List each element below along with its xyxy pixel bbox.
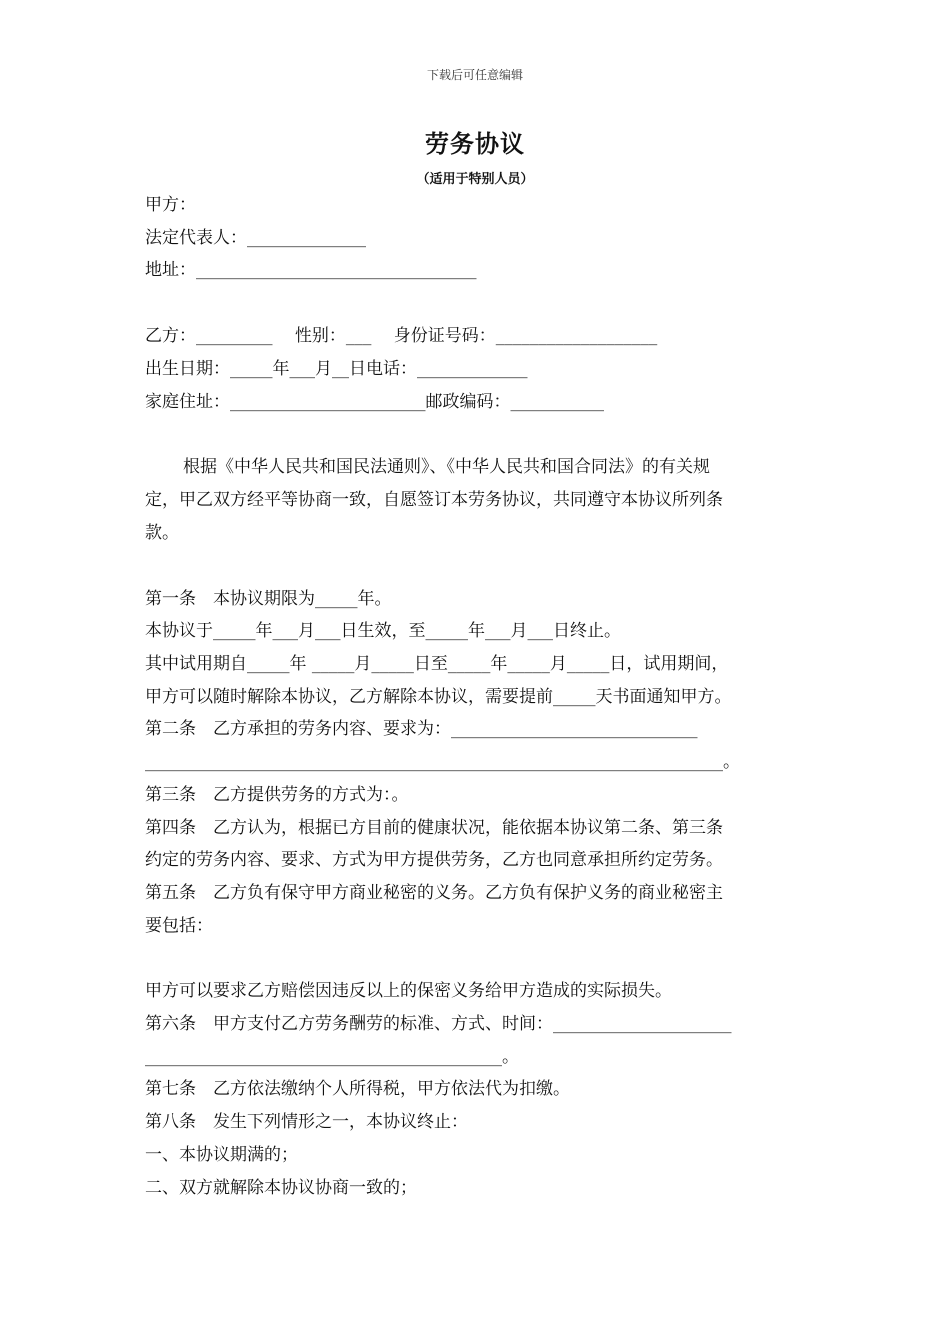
legal-representative-field: 法定代表人：______________	[145, 228, 366, 248]
header-note: 下载后可任意编辑	[426, 68, 523, 82]
clause-6-line-2: __________________________________________。	[145, 1047, 519, 1067]
party-b-line-1: 乙方：_________ 性别：___ 身份证号码：___________________	[145, 326, 658, 346]
clause-6-line-1: 第六条 甲方支付乙方劳务酬劳的标准、方式、时间：_____________________	[145, 1014, 732, 1034]
clause-4-line-2: 约定的劳务内容、要求、方式为甲方提供劳务，乙方也同意承担所约定劳务。	[145, 850, 723, 870]
party-b-line-2: 出生日期：_____年___月__日电话：_____________	[145, 359, 528, 379]
clause-1-line-3: 其中试用期自_____年 _____月_____日至_____年_____月_____日，试用期间，	[145, 654, 729, 674]
clause-2-line-1: 第二条 乙方承担的劳务内容、要求为：_____________________________	[145, 719, 698, 739]
preamble-line-3: 款。	[145, 523, 179, 543]
party-a-label: 甲方：	[145, 195, 196, 215]
document-subtitle: （适用于特别人员）	[416, 172, 534, 187]
clause-3: 第三条 乙方提供劳务的方式为：。	[145, 785, 409, 805]
clause-5-line-1: 第五条 乙方负有保守甲方商业秘密的义务。乙方负有保护义务的商业秘密主	[145, 883, 723, 903]
clause-1-line-4: 甲方可以随时解除本协议，乙方解除本协议，需要提前_____天书面通知甲方。	[145, 687, 732, 707]
document-title: 劳务协议	[425, 129, 525, 158]
clause-5-line-3: 甲方可以要求乙方赔偿因违反以上的保密义务给甲方造成的实际损失。	[145, 981, 672, 1001]
clause-7: 第七条 乙方依法缴纳个人所得税，甲方依法代为扣缴。	[145, 1079, 570, 1099]
preamble-line-2: 定，甲乙双方经平等协商一致，自愿签订本劳务协议，共同遵守本协议所列条	[145, 490, 723, 510]
clause-1-line-1: 第一条 本协议期限为_____年。	[145, 589, 392, 609]
preamble-line-1: 根据《中华人民共和国民法通则》、《中华人民共和国合同法》的有关规	[183, 457, 710, 477]
clause-1-line-2: 本协议于_____年___月___日生效，至_____年___月___日终止。	[145, 621, 621, 641]
clause-2-line-2: ____________________________________________________________________。	[145, 752, 740, 772]
party-b-line-3: 家庭住址：_______________________邮政编码：___________	[145, 392, 604, 412]
clause-8: 第八条 发生下列情形之一，本协议终止：	[145, 1112, 468, 1132]
clause-8-item-1: 一、本协议期满的；	[145, 1145, 298, 1165]
clause-5-line-2: 要包括：	[145, 916, 213, 936]
clause-8-item-2: 二、双方就解除本协议协商一致的；	[145, 1178, 417, 1198]
clause-4-line-1: 第四条 乙方认为，根据已方目前的健康状况，能依据本协议第二条、第三条	[145, 818, 723, 838]
party-a-address-field: 地址：_________________________________	[145, 260, 477, 280]
